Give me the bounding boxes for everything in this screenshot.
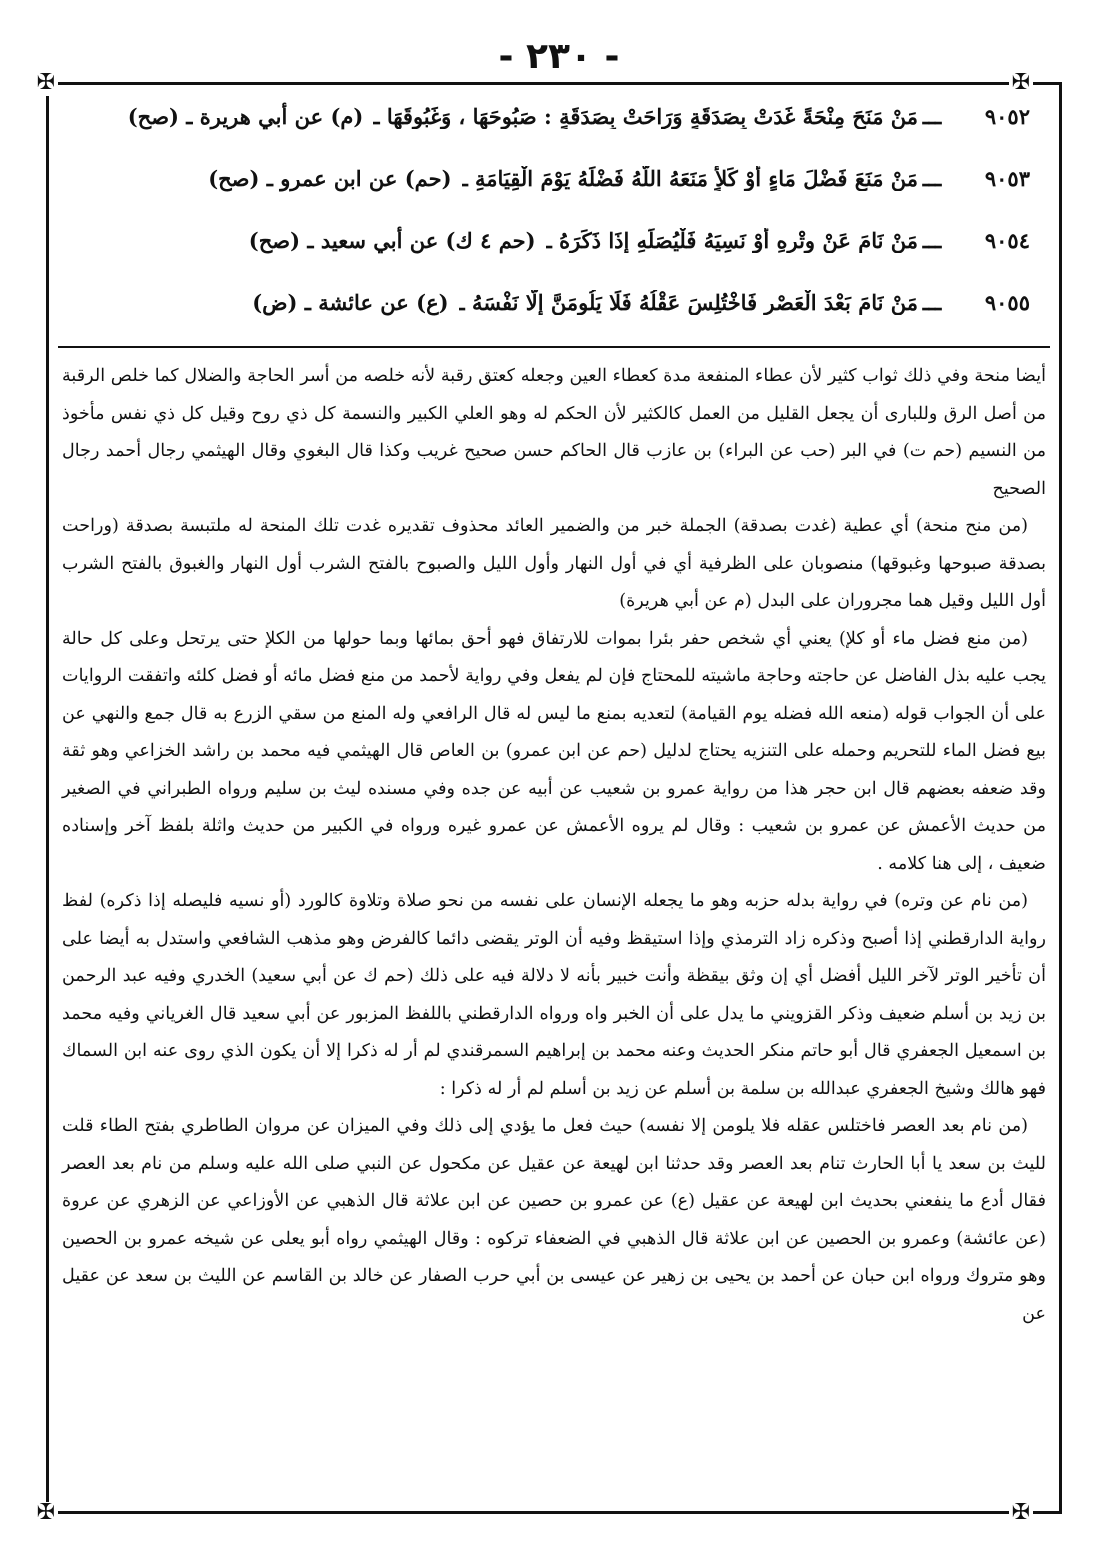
hadith-number: ٩٠٥٤ [984, 228, 1030, 253]
hadith-source: (حم) عن ابن عمرو ـ (صح) [208, 166, 452, 191]
corner-ornament-icon: ✠ [34, 1502, 58, 1526]
hadith-source: (ع) عن عائشة ـ (ض) [252, 290, 449, 315]
hadith-entry [80, 166, 1030, 228]
hadith-source: (م) عن أبي هريرة ـ (صح) [127, 104, 364, 129]
hadith-number: ٩٠٥٣ [984, 166, 1030, 191]
hadith-dash: ـــ [922, 228, 942, 253]
page-number: - ٢٣٠ - [498, 36, 620, 77]
hadith-text: مَنْ مَنَعَ فَضْلَ مَاءٍ أَوْ كَلأٍ مَنَعَهُ اللَّهُ فَضْلَهُ يَوْمَ الْقِيَامَةِ ـ [461, 166, 918, 191]
hadith-text: مَنْ مَنَحَ مِنْحَةً غَدَتْ بِصَدَقَةٍ وَرَاحَتْ بِصَدَقَةٍ : صَبُوحَهَا ، وَغَبُوقَهَا ـ [373, 104, 918, 129]
hadith-dash: ـــ [922, 104, 942, 129]
corner-ornament-icon: ✠ [34, 72, 58, 96]
hadith-entry [80, 290, 1030, 352]
commentary-body [62, 358, 1046, 1333]
commentary-paragraph: (من منع فضل ماء أو كلإ) يعني أي شخص حفر بئرا بموات للارتفاق فهو أحق بمائها وبما حولها من الكلإ حتى يرتحل وعلى كل حالة يجب عليه بذل الفاضل عن حاجته وحاجة ماشيته للمحتاج فإن لم يفعل وفي رواية لأحمد من منع فضل مائه أو فضل كلئه واتفقت الروايات على أن الجواب قوله (منعه الله فضله يوم القيامة) لتعديه بمنع ما ليس له قال الرافعي وله المنع من سقي الزرع به قال جمع والنهي عن بيع فضل الماء للتحريم وحمله على التنزيه يحتاج لدليل (حم عن ابن عمرو) بن العاص قال الهيثمي فيه محمد بن راشد الخزاعي وهو ثقة وقد ضعفه بعضهم قال ابن حجر هذا من رواية عمرو بن شعيب عن أبيه عن جده وفي مسنده ليث بن سليم ورواه الطبراني في الصغير من حديث الأعمش عن عمرو بن شعيب : وقال لم يروه الأعمش عن عمرو غيره ورواه في الكبير من حديث واثلة بلفظ آخر وإسناده ضعيف ، إلى هنا كلامه . [62, 628, 1046, 874]
section-divider [58, 346, 1050, 348]
hadith-source: (حم ٤ ك) عن أبي سعيد ـ (صح) [248, 228, 536, 253]
hadith-dash: ـــ [922, 290, 942, 315]
commentary-paragraph: (من نام عن وتره) في رواية بدله حزبه وهو ما يجعله الإنسان على نفسه من نحو صلاة وتلاوة كالورد (أو نسيه فليصله إذا ذكره) لفظ رواية الدارقطني إذا أصبح وذكره زاد الترمذي وإذا استيقظ وفيه أن الوتر يقضى دائما كالفرض وهو مذهب الشافعي واستدل به أيضا على أن تأخير الوتر لآخر الليل أفضل أي إن وثق بيقظة وأنت خبير بأنه لا دلالة فيه على ذلك (حم ك عن أبي سعيد) الخدري وفيه عبد الرحمن بن زيد بن أسلم ضعيف وذكر القزويني ما يدل على أن الخبر واه ورواه الدارقطني باللفظ المزبور عن أبي سعيد قال الغرياني وفيه محمد بن اسمعيل الجعفري قال أبو حاتم منكر الحديث وعنه محمد بن إبراهيم السمرقندي لم أر له ذكرا إلا أن يكون الذي روى عنه ابن السماك فهو هالك وشيخ الجعفري عبدالله بن سلمة بن أسلم عن زيد بن أسلم لم أر له ذكرا : [62, 891, 1046, 1099]
hadith-entry [80, 104, 1030, 166]
hadith-number: ٩٠٥٥ [984, 290, 1030, 315]
hadith-entry [80, 228, 1030, 290]
hadith-number: ٩٠٥٢ [984, 104, 1030, 129]
hadith-list [80, 104, 1030, 352]
commentary-paragraph: (من نام بعد العصر فاختلس عقله فلا يلومن إلا نفسه) حيث فعل ما يؤدي إلى ذلك وفي الميزان عن مروان الطاطري بفتح الطاء قلت لليث بن سعد يا أبا الحارث تنام بعد العصر وقد حدثنا ابن لهيعة عن عقيل عن مكحول عن النبي صلى الله عليه وسلم من نام بعد العصر فقال أدع ما ينفعني بحديث ابن لهيعة عن عقيل (ع) عن عمرو بن حصين عن ابن علاثة قال الذهبي عن الأوزاعي عن الزهري عن عروة (عن عائشة) وعمرو بن الحصين عن ابن علاثة قال الذهبي في الضعفاء تركوه : وقال الهيثمي رواه أبو يعلى عن شيخه عمرو بن الحصين وهو متروك ورواه ابن حبان عن أحمد بن يحيى بن زهير عن عيسى بن أبي حرب الصفار عن خالد بن القاسم عن الليث بن سعد عن عقيل عن [62, 1116, 1046, 1324]
hadith-text: مَنْ نَامَ عَنْ وِتْرِهِ أَوْ نَسِيَهُ فَلْيُصَلِّهِ إِذَا ذَكَرَهُ ـ [545, 228, 918, 253]
commentary-paragraph: أيضا منحة وفي ذلك ثواب كثير لأن عطاء المنفعة مدة كعطاء العين وجعله كعتق رقبة لأنه خلصه من أسر الحاجة والضلال كما خلص الرقبة من أصل الرق وللبارى أن يجعل القليل من العمل كالكثير لأن الحكم له وهو العلي الكبير والنسمة كل ذي روح وقيل كل ذي نفس مأخوذ من النسيم (حم ت) في البر (حب عن البراء) بن عازب قال الحاكم حسن صحيح غريب وكذا قال البغوي وقال الهيثمي رجال أحمد رجال الصحيح [62, 366, 1046, 499]
commentary-paragraph: (من منح منحة) أي عطية (غدت بصدقة) الجملة خبر من والضمير العائد محذوف تقديره غدت تلك المنحة له ملتبسة بصدقة (وراحت بصدقة صبوحها وغبوقها) منصوبان على الظرفية أي في أول النهار وأول الليل والصبوح بالفتح الشرب أول النهار والغبوق بالفتح الشرب أول الليل وقيل هما مجروران على البدل (م عن أبي هريرة) [62, 516, 1046, 611]
hadith-dash: ـــ [922, 166, 942, 191]
hadith-text: مَنْ نَامَ بَعْدَ الْعَصْرِ فَاخْتُلِسَ عَقْلُهُ فَلَا يَلُومَنَّ إِلَّا نَفْسَهُ ـ [458, 290, 918, 315]
corner-ornament-icon: ✠ [1009, 1502, 1033, 1526]
corner-ornament-icon: ✠ [1009, 72, 1033, 96]
